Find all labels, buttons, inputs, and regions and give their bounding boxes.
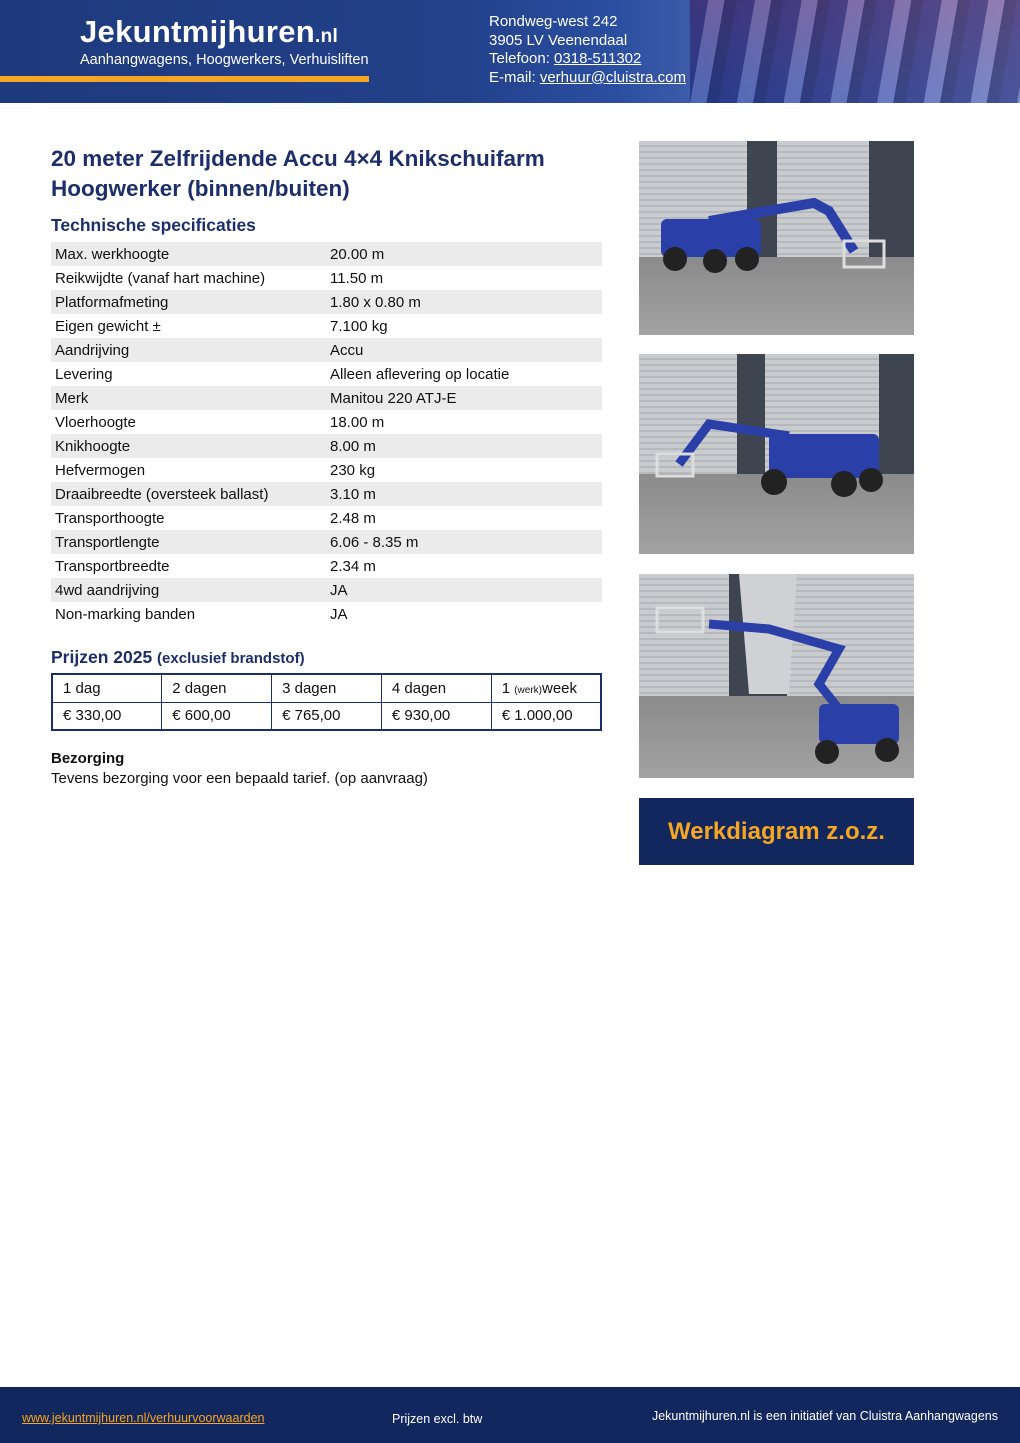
terms-link[interactable]: www.jekuntmijhuren.nl/verhuurvoorwaarden <box>22 1411 265 1425</box>
spec-label: Transportbreedte <box>55 557 170 575</box>
spec-label: Knikhoogte <box>51 434 326 458</box>
page-title: 20 meter Zelfrijdende Accu 4×4 Knikschuifarm Hoogwerker (binnen/buiten) <box>51 146 545 201</box>
product-photo-1 <box>639 141 914 335</box>
spec-value: 20.00 m <box>326 242 602 266</box>
email-link[interactable]: verhuur@cluistra.com <box>539 68 686 86</box>
product-photo-3 <box>639 574 914 778</box>
spec-label: Draaibreedte (oversteek ballast) <box>51 482 326 506</box>
week-prefix: 1 <box>501 679 515 697</box>
spec-label: Transporthoogte <box>55 509 165 527</box>
spec-row <box>51 602 602 626</box>
spec-value: JA <box>326 578 602 602</box>
spec-label: Hefvermogen <box>55 461 146 479</box>
aerial-lift-illustration <box>639 141 914 335</box>
spec-value: 230 kg <box>330 461 376 479</box>
work-diagram-button[interactable]: Werkdiagram z.o.z. <box>639 798 914 865</box>
spec-label: Max. werkhoogte <box>51 242 326 266</box>
header-background-image <box>690 0 1020 103</box>
phone-label: Telefoon: <box>489 50 555 67</box>
prices-heading-note: (exclusief brandstof) <box>157 650 305 667</box>
spec-label: 4wd aandrijving <box>51 578 326 602</box>
week-small: (werk) <box>514 684 542 696</box>
footer-credit: Jekuntmijhuren.nl is een initiatief van Cluistra Aanhangwagens <box>651 1409 998 1423</box>
spec-row <box>51 482 602 506</box>
delivery-label: Bezorging <box>51 750 125 767</box>
spec-row <box>51 530 602 554</box>
price-amount-cell: € 600,00 <box>162 702 272 730</box>
price-period-cell: 3 dagen <box>272 674 382 702</box>
price-amount-cell: € 765,00 <box>272 702 382 730</box>
price-period-cell-week <box>491 674 601 702</box>
spec-label: Levering <box>55 365 113 383</box>
spec-value: JA <box>330 605 348 623</box>
spec-value: 11.50 m <box>330 269 384 287</box>
spec-value: 2.34 m <box>330 557 376 575</box>
spec-row <box>51 338 602 362</box>
spec-value: 2.48 m <box>330 509 376 527</box>
spec-row <box>51 290 602 314</box>
brand-underline <box>0 76 369 82</box>
spec-row <box>51 434 602 458</box>
email-label: E-mail: <box>489 68 540 86</box>
brand-name: Jekuntmijhuren <box>80 14 316 49</box>
price-period-cell: 2 dagen <box>162 674 272 702</box>
phone-line <box>489 50 686 69</box>
spec-row <box>51 554 602 578</box>
phone-link[interactable]: 0318-511302 <box>554 50 642 67</box>
spec-value: 6.06 - 8.35 m <box>326 530 602 554</box>
price-amount-cell: € 330,00 <box>52 702 162 730</box>
spec-row <box>51 578 602 602</box>
brand-tagline: Aanhangwagens, Hoogwerkers, Verhuisliften <box>80 52 369 68</box>
brand-tld: .nl <box>315 26 339 47</box>
specs-table <box>51 242 602 626</box>
price-amount-cell: € 1.000,00 <box>491 702 601 730</box>
spec-row <box>51 362 602 386</box>
aerial-lift-illustration <box>639 354 914 554</box>
spec-label: Eigen gewicht ± <box>55 317 161 335</box>
prices-table <box>51 673 602 731</box>
spec-value: 18.00 m <box>330 413 385 431</box>
spec-label: Platformafmeting <box>51 290 326 314</box>
spec-row <box>51 266 602 290</box>
prices-header-row <box>52 674 601 702</box>
spec-value: 8.00 m <box>326 434 602 458</box>
week-suffix: week <box>541 679 578 697</box>
brand-logo[interactable] <box>80 14 338 50</box>
specs-heading: Technische specificaties <box>51 215 256 235</box>
spec-row <box>51 506 602 530</box>
spec-label: Reikwijdte (vanaf hart machine) <box>55 269 266 287</box>
price-period-cell: 4 dagen <box>381 674 491 702</box>
spec-row <box>51 410 602 434</box>
prices-amount-row <box>52 702 601 730</box>
delivery-text: Tevens bezorging voor een bepaald tarief. (op aanvraag) <box>51 770 428 787</box>
spec-value: 7.100 kg <box>330 317 388 335</box>
spec-row <box>51 386 602 410</box>
spec-row <box>51 314 602 338</box>
spec-value: Manitou 220 ATJ-E <box>326 386 602 410</box>
email-line <box>489 69 686 88</box>
page-footer <box>0 1387 1020 1443</box>
spec-value: 3.10 m <box>326 482 602 506</box>
page-header <box>0 0 1020 103</box>
address-line-2: 3905 LV Veenendaal <box>489 31 628 49</box>
spec-row <box>51 242 602 266</box>
spec-label: Transportlengte <box>51 530 326 554</box>
spec-value: Accu <box>326 338 602 362</box>
aerial-lift-illustration <box>639 574 914 778</box>
contact-block <box>489 13 686 87</box>
spec-label: Non-marking banden <box>55 605 196 623</box>
prices-heading-text: Prijzen 2025 <box>51 647 153 667</box>
price-amount-cell: € 930,00 <box>381 702 491 730</box>
address-line-1: Rondweg-west 242 <box>489 13 618 30</box>
spec-value: 1.80 x 0.80 m <box>326 290 602 314</box>
footer-price-note: Prijzen excl. btw <box>392 1412 483 1426</box>
spec-label: Aandrijving <box>51 338 326 362</box>
product-photo-2 <box>639 354 914 554</box>
price-period-cell: 1 dag <box>52 674 162 702</box>
spec-label: Merk <box>51 386 326 410</box>
spec-label: Vloerhoogte <box>55 413 136 431</box>
spec-value: Alleen aflevering op locatie <box>330 365 510 383</box>
spec-row <box>51 458 602 482</box>
prices-heading <box>51 647 305 668</box>
